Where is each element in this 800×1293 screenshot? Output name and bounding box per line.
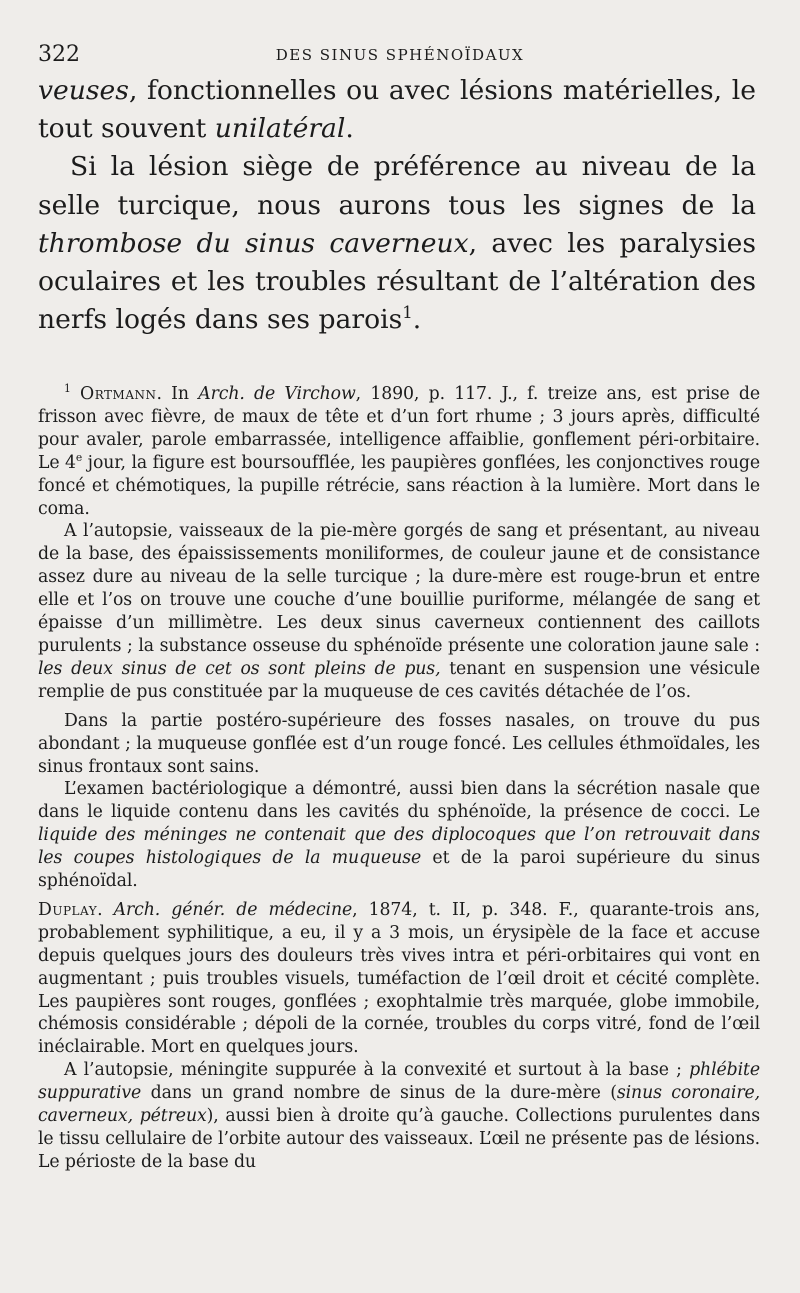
emphasis: liquide des méninges ne contenait que des diplocoques que l’on retrouvait dans les coupes histologiques de la muqueuse [38,825,760,869]
text-run: 4 [65,452,76,473]
source-title: Arch. de Virchow [198,384,356,404]
text-run: . In [156,384,199,404]
emphasis: veuses [38,75,129,106]
text-run: A l’autopsie, vaisseaux de la pie-mère gorgés de sang et présentant, au niveau de la base, des épaississements moniliformes, de couleur jaune et de consistance assez dure au niveau de la selle turcique ; la dure-mère est rouge-brun et entre elle et l’os on trouve une couche d’une bouillie puriforme, mélangée de sang et épaisse d’un millimètre. Les deux sinus caverneux contiennent des caillots purulents ; la substance osseuse du sphénoïde présente une coloration jaune sale : [38,521,760,656]
footnotes [38,383,760,1174]
text-run: , fonctionnelles ou avec lésions matérielles, le tout souvent [38,75,756,145]
text-run: , avec les paralysies oculaires et les troubles résultant de l’altération des nerfs logés dans ses parois [38,227,756,336]
text-run: . [412,304,422,336]
text-run: . [345,113,354,145]
text-run: ), aussi bien à droite qu’à gauche. Collections purulentes dans le tissu cellulaire de l’orbite autour des vaisseaux. L’œil ne présente pas de lésions. Le périoste de la base du [38,1106,761,1172]
paragraph [38,148,756,339]
page-header [38,40,762,70]
text-run: dans un grand nombre de sinus de la dure-mère ( [141,1083,617,1104]
author-name: Duplay [38,899,98,920]
text-run: Si la lésion siège de préférence au niveau de la selle turcique, nous aurons tous les signes de la [38,151,756,221]
text-run: jour, la figure est boursoufflée, les paupières gonflées, les conjonctives rouge foncé et chémotiques, la pupille rétrécie, sans réaction à la lumière. Mort dans le coma. [38,452,760,519]
text-run: . [97,899,114,920]
text-run: , 1874, t. II, p. 348. F., quarante-trois ans, probablement syphilitique, a eu, il y a 3 mois, un érysipèle de la face et accuse depuis quelques jours des douleurs très vives intra et péri-orbitaires qui vont en augmentant ; puis troubles visuels, tuméfaction de l’œil droit et cécité complète. Les paupières sont rouges, gonflées ; exophtalmie très marquée, globe immobile, chémosis considérable ; dépoli de la cornée, troubles du corps vitré, fond de l’œil inéclairable. Mort en quelques jours. [38,899,760,1058]
footnote-marker: 1 [64,382,71,396]
main-text [38,72,756,339]
footnote-paragraph [38,383,760,520]
author-name: Ortmann [80,384,157,404]
paragraph-continuation [38,72,756,148]
text-run: , 1890, p. 117. J., f. treize ans, est prise de frisson avec fièvre, de maux de tête et d’un fort rhume ; 3 jours après, difficulté pour avaler, parole embarrassée, intelligence affaiblie, gonflement péri-orbitaire. Le [38,384,761,473]
footnote-paragraph [38,778,760,893]
emphasis: thrombose du sinus caverneux [38,227,469,259]
footnote-paragraph [38,520,760,703]
ordinal-suffix: e [75,450,83,464]
running-title: DES SINUS SPHÉNOÏDAUX [275,46,525,64]
text-run: tenant en suspension une vésicule remplie de pus constituée par la muqueuse de ces cavités détachée de l’os. [38,658,760,702]
source-title: Arch. génér. de médecine [113,899,353,920]
text-run: et de la paroi supérieure du sinus sphénoïdal. [38,848,760,892]
emphasis: unilatéral [214,113,346,145]
footnote-paragraph [38,899,760,1059]
footnote-reference: 1 [402,303,413,323]
footnote-paragraph [38,1059,760,1174]
footnote-paragraph [38,710,760,779]
text-run: L’examen bactériologique a démontré, aussi bien dans la sécrétion nasale que dans le liquide contenu dans les cavités du sphénoïde, la présence de cocci. Le [38,779,760,823]
emphasis: phlébite suppurative [38,1060,760,1104]
emphasis: sinus coronaire, caverneux, pétreux [38,1083,760,1127]
text-run: Dans la partie postéro-supérieure des fosses nasales, on trouve du pus abondant ; la muqueuse gonflée est d’un rouge foncé. Les cellules éthmoïdales, les sinus frontaux sont sains. [38,710,760,777]
page-number: 322 [38,42,80,67]
text-run: A l’autopsie, méningite suppurée à la convexité et surtout à la base ; [64,1060,690,1081]
emphasis: les deux sinus de cet os sont pleins de pus, [38,658,441,679]
